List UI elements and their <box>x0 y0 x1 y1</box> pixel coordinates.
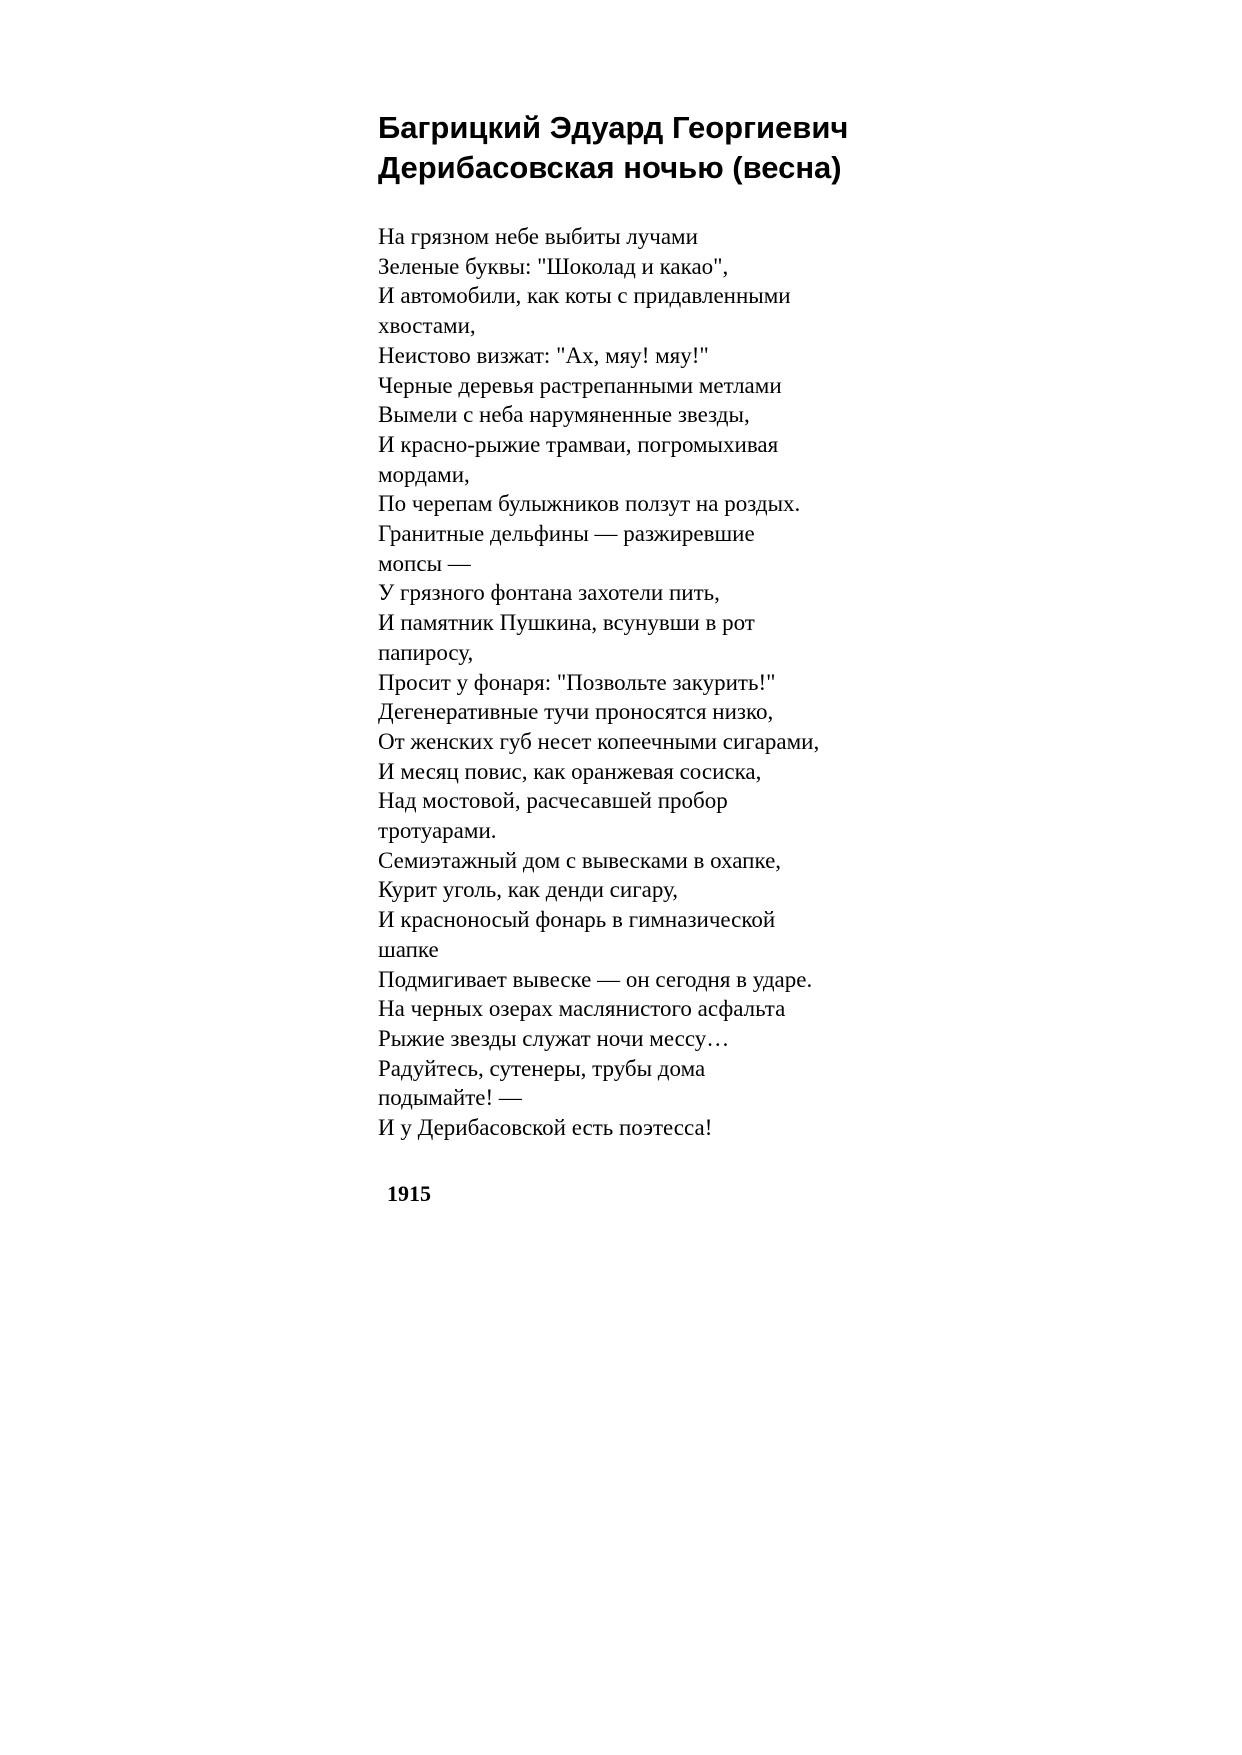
poem-line: Над мостовой, расчесавшей пробор <box>378 788 728 814</box>
poem-line: Курит уголь, как денди сигару, <box>378 877 678 903</box>
poem-line: Просит у фонаря: "Позвольте закурить!" <box>378 669 776 695</box>
poem-line: Рыжие звезды служат ночи мессу… <box>378 1025 730 1051</box>
author-name: Багрицкий Эдуард Георгиевич <box>378 110 849 145</box>
poem-line: И красно-рыжие трамваи, погромыхивая <box>378 431 779 457</box>
poem-line: От женских губ несет копеечными сигарами, <box>378 728 820 754</box>
poem-line: На черных озерах маслянистого асфальта <box>378 996 786 1022</box>
poem-line: На грязном небе выбиты лучами <box>378 224 698 249</box>
poem-title: Дерибасовская ночью (весна) <box>378 150 842 185</box>
poem-line: И памятник Пушкина, всунувши в рот <box>378 610 755 636</box>
poem-line: подымайте! — <box>378 1085 522 1111</box>
poem-line: мордами, <box>378 461 470 487</box>
poem-line: Зеленые буквы: "Шоколад и какао", <box>378 253 729 279</box>
title-block <box>378 108 1178 188</box>
poem-text <box>378 222 1138 1143</box>
poem-line: По черепам булыжников ползут на роздых. <box>378 491 801 517</box>
poem-line: И у Дерибасовской есть поэтесса! <box>378 1115 713 1141</box>
poem-line: И красноносый фонарь в гимназической <box>378 907 776 933</box>
poem-line: Черные деревья растрепанными метлами <box>378 372 782 398</box>
poem-line: Гранитные дельфины — разжиревшие <box>378 521 755 547</box>
poem-line: Семиэтажный дом с вывесками в охапке, <box>378 847 782 873</box>
poem-line: мопсы — <box>378 550 471 576</box>
poem-line: Неистово визжат: "Ах, мяу! мяу!" <box>378 342 709 368</box>
poem-line: И месяц повис, как оранжевая сосиска, <box>378 758 762 784</box>
poem-line: И автомобили, как коты с придавленными <box>378 283 791 309</box>
poem-line: папиросу, <box>378 639 474 665</box>
poem-line: шапке <box>378 936 439 962</box>
poem-line: Радуйтесь, сутенеры, трубы дома <box>378 1055 706 1081</box>
poem-line: У грязного фонтана захотели пить, <box>378 580 720 606</box>
poem-line: хвостами, <box>378 313 476 339</box>
poem-line: тротуарами. <box>378 818 497 844</box>
poem-line: Подмигивает вывеске — он сегодня в ударе. <box>378 966 813 992</box>
poem-line: Вымели с неба нарумяненные звезды, <box>378 402 750 428</box>
poem-year: 1915 <box>387 1181 431 1206</box>
poem-line: Дегенеративные тучи проносятся низко, <box>378 699 774 725</box>
